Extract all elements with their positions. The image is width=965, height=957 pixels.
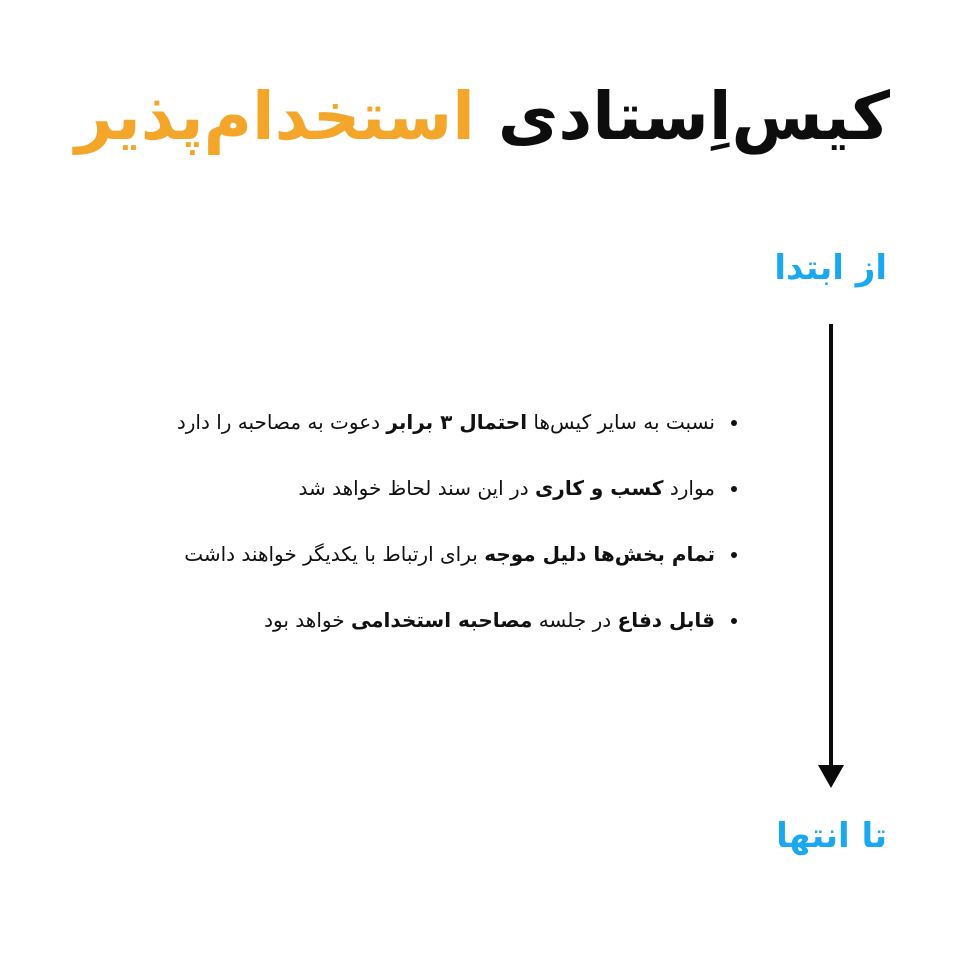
bullet-list [97, 396, 737, 660]
title-part-dark: کیس‌اِستادی [497, 78, 891, 155]
timeline-end-label: تا انتها [776, 816, 887, 856]
bullet-item [97, 396, 737, 462]
bullet-segment: در جلسه [532, 608, 618, 632]
bullet-item [97, 528, 737, 594]
bullet-emphasis: قابل دفاع [617, 608, 715, 632]
arrow-down-icon [815, 322, 847, 792]
page-title [0, 62, 965, 172]
bullet-dot-icon [731, 618, 737, 624]
bullet-text [184, 542, 715, 566]
bullet-segment: در این سند لحاظ خواهد شد [298, 476, 535, 500]
bullet-item [97, 462, 737, 528]
bullet-segment: دعوت به مصاحبه را دارد [176, 410, 387, 434]
arrow-head [818, 765, 844, 788]
bullet-dot-icon [731, 420, 737, 426]
bullet-emphasis: کسب و کاری [534, 476, 664, 500]
bullet-segment: نسبت به سایر کیس‌ها [527, 410, 715, 434]
bullet-text [298, 476, 715, 500]
bullet-segment: خواهد بود [264, 608, 351, 632]
title-part-accent: استخدام‌پذیر [74, 78, 475, 155]
bullet-segment: برای ارتباط با یکدیگر خواهند داشت [184, 542, 485, 566]
bullet-emphasis: احتمال ۳ برابر [386, 410, 528, 434]
bullet-text [264, 608, 715, 632]
bullet-emphasis: تمام بخش‌ها دلیل موجه [484, 542, 715, 566]
bullet-text [177, 410, 715, 434]
timeline-start-label: از ابتدا [774, 248, 887, 288]
bullet-dot-icon [731, 552, 737, 558]
bullet-segment: موارد [663, 476, 715, 500]
bullet-emphasis: مصاحبه استخدامی [350, 608, 533, 632]
bullet-dot-icon [731, 486, 737, 492]
bullet-item [97, 594, 737, 660]
